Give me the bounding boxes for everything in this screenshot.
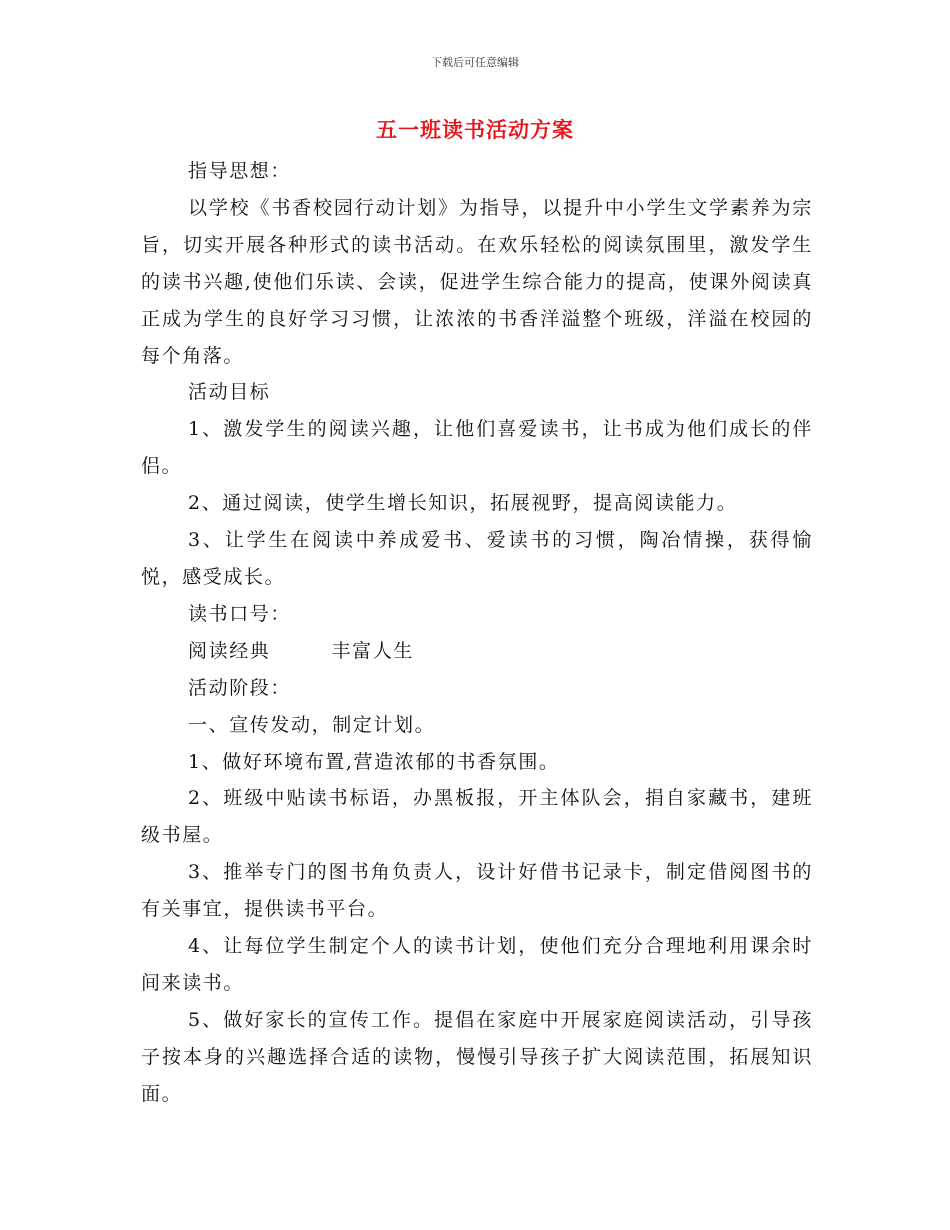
paragraph-goal-1: 1、激发学生的阅读兴趣，让他们喜爱读书，让书成为他们成长的伴侣。 [141, 418, 813, 478]
paragraph-goal-2: 2、通过阅读，使学生增长知识，拓展视野，提高阅读能力。 [188, 492, 738, 515]
paragraph-goal-3: 3、让学生在阅读中养成爱书、爱读书的习惯，陶冶情操，获得愉悦，感受成长。 [141, 529, 813, 588]
paragraph-guiding-heading: 指导思想： [188, 160, 292, 182]
document-title: 五一班读书活动方案 [376, 118, 574, 142]
paragraph-step-2: 2、班级中贴读书标语，办黑板报，开主体队会，捐自家藏书，建班级书屋。 [141, 787, 813, 847]
paragraph-slogan-heading: 读书口号： [188, 602, 292, 625]
paragraph-goals-heading: 活动目标 [188, 381, 271, 404]
paragraph-step-3: 3、推举专门的图书角负责人，设计好借书记录卡，制定借阅图书的有关事宜，提供读书平台。 [141, 861, 813, 921]
paragraph-stages-heading: 活动阶段： [188, 676, 292, 699]
paragraph-stage-1: 一、宣传发动，制定计划。 [188, 713, 436, 736]
paragraph-step-5: 5、做好家长的宣传工作。提倡在家庭中开展家庭阅读活动，引导孩子按本身的兴趣选择合适的读物，慢慢引导孩子扩大阅读范围，拓展知识面。 [141, 1008, 813, 1105]
header-note: 下载后可任意编辑 [431, 56, 519, 69]
document-body [141, 153, 813, 1113]
paragraph-slogan: 阅读经典 丰富人生 [188, 639, 414, 662]
paragraph-step-4: 4、让每位学生制定个人的读书计划，使他们充分合理地利用课余时间来读书。 [141, 935, 813, 994]
paragraph-step-1: 1、做好环境布置,营造浓郁的书香氛围。 [188, 750, 560, 773]
paragraph-guiding-text: 以学校《书香校园行动计划》为指导，以提升中小学生文学素养为宗旨，切实开展各种形式的读书活动。在欢乐轻松的阅读氛围里，激发学生的读书兴趣,使他们乐读、会读，促进学生综合能力的提高，使课外阅读真正成为学生的良好学习习惯，让浓浓的书香洋溢整个班级，洋溢在校园的每个角落。 [141, 196, 813, 367]
